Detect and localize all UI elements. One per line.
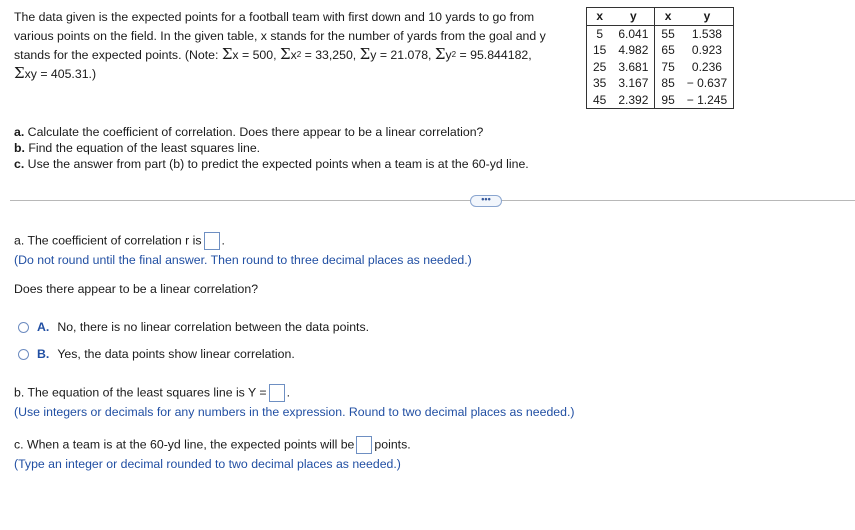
header-y: y [612,8,655,25]
problem-statement [14,8,582,84]
sigma-symbol: Σ [221,45,233,63]
table-cell: 1.538 [691,26,722,41]
answer-b-input[interactable] [269,384,285,402]
table-cell: 65 [655,42,681,59]
radio-icon[interactable] [18,322,29,333]
table-cell: 3.681 [618,59,649,74]
table-cell: 0.236 [691,59,722,74]
question-c: c. Use the answer from part (b) to predict the expected points when a team is at the 60-yd line. [14,157,529,171]
table-row [587,59,733,76]
table-cell: 35 [593,76,607,90]
table-cell: 6.041 [618,26,649,41]
intro-line-4 [14,65,582,84]
table-header-row [587,8,733,25]
question-a: a. Calculate the coefficient of correlation. Does there appear to be a linear correlation? [14,125,484,139]
table-row [587,42,733,59]
table-cell: 55 [655,25,681,42]
table-cell: − 1.245 [686,92,728,107]
header-x: x [587,8,612,25]
sum-y2: = 95.844182, [459,48,532,62]
answer-b-hint: (Use integers or decimals for any numbers in the expression. Round to two decimal places as needed.) [14,405,575,419]
section-divider [10,200,855,201]
intro-line-1: The data given is the expected points for a football team with first down and 10 yards to go from [14,10,535,24]
table-row [587,25,733,42]
table-cell: − 0.637 [686,76,728,90]
table-row [587,92,733,109]
radio-icon[interactable] [18,349,29,360]
table-cell: 95 [655,92,681,109]
header-x: x [655,8,681,25]
table-cell: 5 [596,26,604,41]
table-cell: 0.923 [691,43,722,57]
sigma-symbol: Σ [359,45,371,63]
answer-c-input[interactable] [356,436,372,454]
table-cell: 3.167 [618,76,649,90]
option-b[interactable]: B. Yes, the data points show linear correlation. [18,347,295,361]
table-cell: 75 [655,59,681,76]
answer-a-line: a. The coefficient of correlation r is . [14,232,225,250]
table-cell: 15 [593,43,607,57]
table-cell: 45 [593,92,607,107]
sigma-symbol: Σ [279,45,291,63]
sum-xy: xy = 405.31.) [24,67,97,81]
expand-more-button[interactable]: ••• [470,195,502,207]
table-cell: 85 [655,75,681,92]
answer-a-hint: (Do not round until the final answer. Then round to three decimal places as needed.) [14,253,472,267]
answer-b-line: b. The equation of the least squares line is Y = . [14,384,290,402]
table-cell: 4.982 [618,43,649,57]
table-cell: 25 [593,59,607,74]
question-b: b. Find the equation of the least squares line. [14,141,261,155]
answer-c-hint: (Type an integer or decimal rounded to two decimal places as needed.) [14,457,401,471]
linear-question: Does there appear to be a linear correlation? [14,282,259,296]
answer-a-input[interactable] [204,232,220,250]
intro-line-3: stands for the expected points. (Note: Σx = 500, $\Sigma x^2 = 33,250$, Σy = 21.078, $\Sigma y^2 = 95.844182$, [14,45,532,63]
answer-c-line: c. When a team is at the 60-yd line, the expected points will be points. [14,436,411,454]
table-row [587,75,733,92]
table-cell: 2.392 [618,92,649,107]
sum-x: x = 500, [232,48,277,62]
sum-y: y = 21.078, [370,48,432,62]
header-y: y [681,8,733,25]
sum-x2: = 33,250, [304,48,357,62]
sigma-symbol: Σ [14,64,25,82]
option-a[interactable]: A. No, there is no linear correlation between the data points. [18,320,369,334]
data-table [586,7,734,109]
sigma-symbol: Σ [434,45,446,63]
intro-line-2: various points on the field. In the given table, x stands for the number of yards from the goal and y [14,29,546,43]
